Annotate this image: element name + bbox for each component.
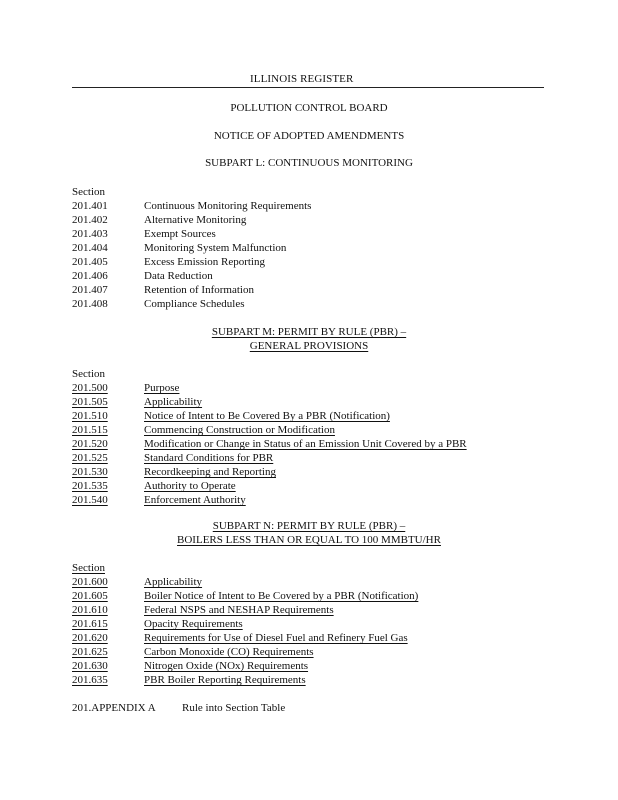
section-number: 201.406 xyxy=(72,270,108,282)
section-title: Recordkeeping and Reporting xyxy=(144,466,276,478)
section-title: Opacity Requirements xyxy=(144,618,243,630)
section-number: 201.525 xyxy=(72,452,108,464)
section-label: Section xyxy=(72,562,105,574)
section-number: 201.500 xyxy=(72,382,108,394)
appendix-title: Rule into Section Table xyxy=(182,702,286,714)
section-title: Enforcement Authority xyxy=(144,494,246,506)
section-title: Carbon Monoxide (CO) Requirements xyxy=(144,646,314,658)
section-number: 201.625 xyxy=(72,646,108,658)
register-title: ILLINOIS REGISTER xyxy=(250,73,354,85)
section-title: Commencing Construction or Modification xyxy=(144,424,335,436)
section-number: 201.605 xyxy=(72,590,108,602)
section-title: Data Reduction xyxy=(144,270,213,282)
subpart-m-heading-2: GENERAL PROVISIONS xyxy=(249,340,369,352)
section-title: Standard Conditions for PBR xyxy=(144,452,274,464)
section-number: 201.401 xyxy=(72,200,108,212)
section-title: Notice of Intent to Be Covered By a PBR (Notification) xyxy=(144,410,390,422)
section-title: Modification or Change in Status of an Emission Unit Covered by a PBR xyxy=(144,438,467,450)
section-number: 201.635 xyxy=(72,674,108,686)
section-number: 201.404 xyxy=(72,242,108,254)
notice-heading: NOTICE OF ADOPTED AMENDMENTS xyxy=(213,130,405,142)
section-title: Alternative Monitoring xyxy=(144,214,247,226)
section-title: Exempt Sources xyxy=(144,228,216,240)
section-number: 201.610 xyxy=(72,604,108,616)
appendix-label: 201.APPENDIX A xyxy=(72,702,156,714)
section-title: Applicability xyxy=(144,576,203,588)
section-title: PBR Boiler Reporting Requirements xyxy=(144,674,306,686)
section-title: Requirements for Use of Diesel Fuel and Refinery Fuel Gas xyxy=(144,632,408,644)
section-number: 201.408 xyxy=(72,298,108,310)
section-title: Applicability xyxy=(144,396,203,408)
section-title: Monitoring System Malfunction xyxy=(144,242,287,254)
subpart-m-heading: SUBPART M: PERMIT BY RULE (PBR) – xyxy=(211,326,407,338)
subpart-l-heading: SUBPART L: CONTINUOUS MONITORING xyxy=(205,157,413,169)
section-title: Boiler Notice of Intent to Be Covered by a PBR (Notification) xyxy=(144,590,419,602)
section-number: 201.402 xyxy=(72,214,108,226)
section-number: 201.540 xyxy=(72,494,108,506)
section-number: 201.407 xyxy=(72,284,108,296)
section-number: 201.620 xyxy=(72,632,108,644)
section-number: 201.520 xyxy=(72,438,108,450)
register-header xyxy=(72,73,544,88)
subpart-n-heading: SUBPART N: PERMIT BY RULE (PBR) – xyxy=(212,520,406,532)
section-number: 201.510 xyxy=(72,410,108,422)
section-title: Purpose xyxy=(144,382,180,394)
section-number: 201.515 xyxy=(72,424,108,436)
section-number: 201.405 xyxy=(72,256,108,268)
board-heading: POLLUTION CONTROL BOARD xyxy=(230,102,388,114)
section-label: Section xyxy=(72,368,105,380)
section-label: Section xyxy=(72,186,105,198)
section-number: 201.530 xyxy=(72,466,108,478)
section-title: Authority to Operate xyxy=(144,480,236,492)
section-title: Continuous Monitoring Requirements xyxy=(144,200,312,212)
section-title: Excess Emission Reporting xyxy=(144,256,265,268)
section-title: Nitrogen Oxide (NOx) Requirements xyxy=(144,660,309,672)
section-number: 201.505 xyxy=(72,396,108,408)
section-number: 201.535 xyxy=(72,480,108,492)
subpart-n-heading-2: BOILERS LESS THAN OR EQUAL TO 100 MMBTU/HR xyxy=(177,534,441,546)
section-number: 201.600 xyxy=(72,576,108,588)
section-title: Retention of Information xyxy=(144,284,254,296)
section-title: Compliance Schedules xyxy=(144,298,245,310)
section-number: 201.403 xyxy=(72,228,108,240)
section-number: 201.630 xyxy=(72,660,108,672)
section-title: Federal NSPS and NESHAP Requirements xyxy=(144,604,334,616)
section-number: 201.615 xyxy=(72,618,108,630)
